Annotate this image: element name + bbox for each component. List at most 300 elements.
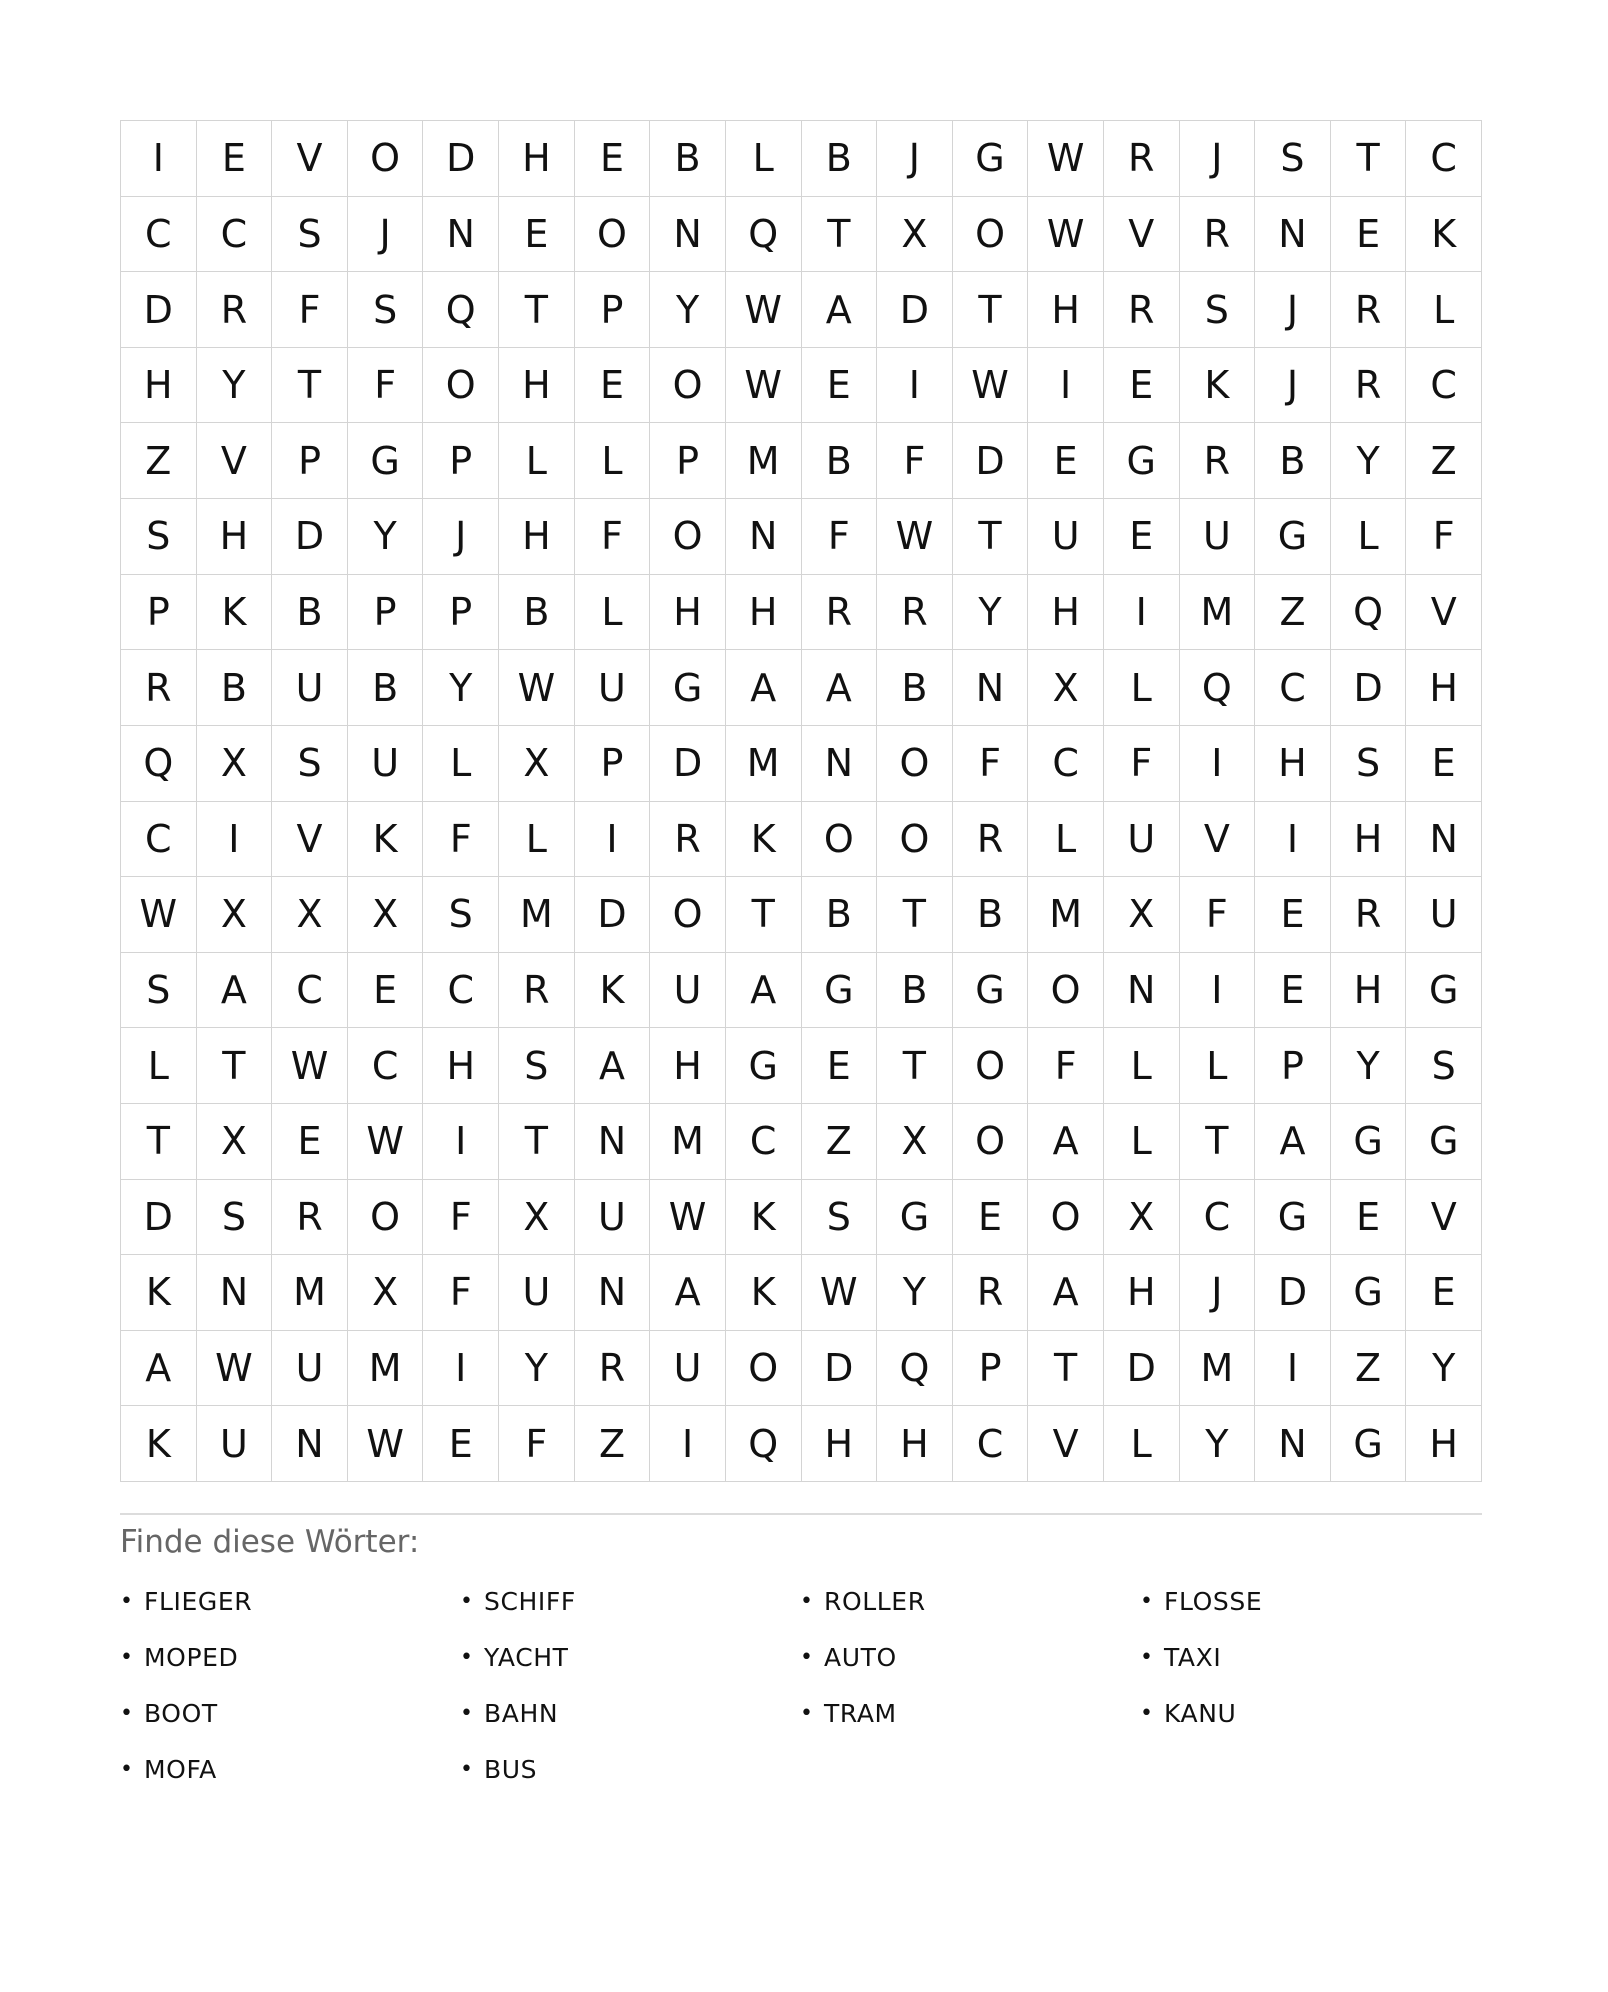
grid-cell[interactable]: R xyxy=(953,802,1029,878)
grid-cell[interactable]: V xyxy=(1180,802,1256,878)
grid-cell[interactable]: P xyxy=(423,423,499,499)
grid-cell[interactable]: F xyxy=(575,499,651,575)
grid-cell[interactable]: K xyxy=(197,575,273,651)
grid-cell[interactable]: M xyxy=(1028,877,1104,953)
grid-cell[interactable]: L xyxy=(423,726,499,802)
grid-cell[interactable]: M xyxy=(499,877,575,953)
grid-cell[interactable]: L xyxy=(499,423,575,499)
grid-cell[interactable]: S xyxy=(121,953,197,1029)
grid-cell[interactable]: C xyxy=(121,197,197,273)
grid-cell[interactable]: P xyxy=(272,423,348,499)
grid-cell[interactable]: N xyxy=(1104,953,1180,1029)
grid-cell[interactable]: T xyxy=(877,1028,953,1104)
grid-cell[interactable]: G xyxy=(877,1180,953,1256)
grid-cell[interactable]: R xyxy=(877,575,953,651)
grid-cell[interactable]: O xyxy=(575,197,651,273)
grid-cell[interactable]: F xyxy=(877,423,953,499)
grid-cell[interactable]: S xyxy=(1331,726,1407,802)
grid-cell[interactable]: V xyxy=(1406,575,1482,651)
grid-cell[interactable]: N xyxy=(575,1104,651,1180)
grid-cell[interactable]: V xyxy=(272,802,348,878)
grid-cell[interactable]: I xyxy=(575,802,651,878)
grid-cell[interactable]: Q xyxy=(1331,575,1407,651)
grid-cell[interactable]: R xyxy=(1331,272,1407,348)
grid-cell[interactable]: V xyxy=(197,423,273,499)
grid-cell[interactable]: O xyxy=(348,1180,424,1256)
grid-cell[interactable]: T xyxy=(499,272,575,348)
grid-cell[interactable]: L xyxy=(1331,499,1407,575)
grid-cell[interactable]: C xyxy=(1406,348,1482,424)
grid-cell[interactable]: Q xyxy=(726,1406,802,1482)
grid-cell[interactable]: U xyxy=(1028,499,1104,575)
grid-cell[interactable]: D xyxy=(121,1180,197,1256)
grid-cell[interactable]: N xyxy=(423,197,499,273)
grid-cell[interactable]: G xyxy=(1406,953,1482,1029)
grid-cell[interactable]: C xyxy=(121,802,197,878)
grid-cell[interactable]: K xyxy=(348,802,424,878)
grid-cell[interactable]: L xyxy=(1104,1104,1180,1180)
grid-cell[interactable]: O xyxy=(348,121,424,197)
grid-cell[interactable]: K xyxy=(1180,348,1256,424)
grid-cell[interactable]: F xyxy=(1104,726,1180,802)
grid-cell[interactable]: J xyxy=(1255,348,1331,424)
grid-cell[interactable]: X xyxy=(1028,650,1104,726)
grid-cell[interactable]: W xyxy=(726,272,802,348)
grid-cell[interactable]: G xyxy=(953,953,1029,1029)
grid-cell[interactable]: W xyxy=(726,348,802,424)
grid-cell[interactable]: R xyxy=(1331,348,1407,424)
grid-cell[interactable]: H xyxy=(1028,575,1104,651)
grid-cell[interactable]: B xyxy=(802,121,878,197)
grid-cell[interactable]: E xyxy=(953,1180,1029,1256)
grid-cell[interactable]: A xyxy=(650,1255,726,1331)
grid-cell[interactable]: L xyxy=(1406,272,1482,348)
grid-cell[interactable]: O xyxy=(650,348,726,424)
grid-cell[interactable]: K xyxy=(726,1255,802,1331)
grid-cell[interactable]: M xyxy=(726,726,802,802)
grid-cell[interactable]: U xyxy=(499,1255,575,1331)
grid-cell[interactable]: H xyxy=(1104,1255,1180,1331)
grid-cell[interactable]: Y xyxy=(877,1255,953,1331)
grid-cell[interactable]: M xyxy=(1180,1331,1256,1407)
grid-cell[interactable]: G xyxy=(1255,499,1331,575)
grid-cell[interactable]: A xyxy=(1028,1255,1104,1331)
grid-cell[interactable]: K xyxy=(121,1255,197,1331)
grid-cell[interactable]: W xyxy=(650,1180,726,1256)
grid-cell[interactable]: N xyxy=(575,1255,651,1331)
grid-cell[interactable]: P xyxy=(650,423,726,499)
grid-cell[interactable]: P xyxy=(575,726,651,802)
grid-cell[interactable]: D xyxy=(1255,1255,1331,1331)
grid-cell[interactable]: I xyxy=(423,1331,499,1407)
grid-cell[interactable]: M xyxy=(1180,575,1256,651)
grid-cell[interactable]: U xyxy=(197,1406,273,1482)
grid-cell[interactable]: I xyxy=(877,348,953,424)
grid-cell[interactable]: J xyxy=(877,121,953,197)
grid-cell[interactable]: D xyxy=(272,499,348,575)
grid-cell[interactable]: H xyxy=(1331,802,1407,878)
grid-cell[interactable]: P xyxy=(953,1331,1029,1407)
grid-cell[interactable]: B xyxy=(348,650,424,726)
grid-cell[interactable]: Y xyxy=(1180,1406,1256,1482)
grid-cell[interactable]: E xyxy=(802,1028,878,1104)
grid-cell[interactable]: Y xyxy=(1406,1331,1482,1407)
grid-cell[interactable]: N xyxy=(802,726,878,802)
grid-cell[interactable]: N xyxy=(953,650,1029,726)
grid-cell[interactable]: X xyxy=(1104,877,1180,953)
grid-cell[interactable]: U xyxy=(575,1180,651,1256)
grid-cell[interactable]: P xyxy=(1255,1028,1331,1104)
grid-cell[interactable]: V xyxy=(272,121,348,197)
grid-cell[interactable]: H xyxy=(1406,650,1482,726)
grid-cell[interactable]: C xyxy=(197,197,273,273)
grid-cell[interactable]: X xyxy=(1104,1180,1180,1256)
grid-cell[interactable]: F xyxy=(423,1180,499,1256)
grid-cell[interactable]: S xyxy=(1180,272,1256,348)
grid-cell[interactable]: Z xyxy=(1255,575,1331,651)
grid-cell[interactable]: X xyxy=(197,877,273,953)
grid-cell[interactable]: N xyxy=(1406,802,1482,878)
grid-cell[interactable]: Y xyxy=(197,348,273,424)
grid-cell[interactable]: D xyxy=(1331,650,1407,726)
grid-cell[interactable]: K xyxy=(726,1180,802,1256)
grid-cell[interactable]: X xyxy=(877,197,953,273)
grid-cell[interactable]: E xyxy=(1255,877,1331,953)
grid-cell[interactable]: T xyxy=(802,197,878,273)
grid-cell[interactable]: S xyxy=(1406,1028,1482,1104)
grid-cell[interactable]: D xyxy=(650,726,726,802)
grid-cell[interactable]: A xyxy=(1255,1104,1331,1180)
grid-cell[interactable]: B xyxy=(802,877,878,953)
grid-cell[interactable]: W xyxy=(272,1028,348,1104)
grid-cell[interactable]: O xyxy=(650,499,726,575)
grid-cell[interactable]: H xyxy=(877,1406,953,1482)
grid-cell[interactable]: I xyxy=(1255,802,1331,878)
grid-cell[interactable]: O xyxy=(423,348,499,424)
grid-cell[interactable]: H xyxy=(1028,272,1104,348)
grid-cell[interactable]: B xyxy=(499,575,575,651)
grid-cell[interactable]: J xyxy=(1180,121,1256,197)
grid-cell[interactable]: V xyxy=(1104,197,1180,273)
grid-cell[interactable]: H xyxy=(499,348,575,424)
grid-cell[interactable]: L xyxy=(1104,650,1180,726)
grid-cell[interactable]: A xyxy=(802,650,878,726)
grid-cell[interactable]: T xyxy=(1180,1104,1256,1180)
grid-cell[interactable]: Y xyxy=(953,575,1029,651)
grid-cell[interactable]: F xyxy=(272,272,348,348)
grid-cell[interactable]: L xyxy=(575,575,651,651)
grid-cell[interactable]: R xyxy=(650,802,726,878)
grid-cell[interactable]: N xyxy=(726,499,802,575)
grid-cell[interactable]: D xyxy=(423,121,499,197)
grid-cell[interactable]: W xyxy=(953,348,1029,424)
grid-cell[interactable]: I xyxy=(1255,1331,1331,1407)
grid-cell[interactable]: D xyxy=(121,272,197,348)
grid-cell[interactable]: U xyxy=(272,650,348,726)
grid-cell[interactable]: X xyxy=(499,726,575,802)
grid-cell[interactable]: T xyxy=(877,877,953,953)
grid-cell[interactable]: E xyxy=(1406,726,1482,802)
grid-cell[interactable]: U xyxy=(272,1331,348,1407)
grid-cell[interactable]: L xyxy=(1180,1028,1256,1104)
grid-cell[interactable]: Z xyxy=(802,1104,878,1180)
grid-cell[interactable]: T xyxy=(1028,1331,1104,1407)
grid-cell[interactable]: T xyxy=(726,877,802,953)
grid-cell[interactable]: T xyxy=(121,1104,197,1180)
grid-cell[interactable]: O xyxy=(802,802,878,878)
grid-cell[interactable]: S xyxy=(802,1180,878,1256)
grid-cell[interactable]: Q xyxy=(726,197,802,273)
grid-cell[interactable]: A xyxy=(726,650,802,726)
grid-cell[interactable]: E xyxy=(1406,1255,1482,1331)
grid-cell[interactable]: S xyxy=(423,877,499,953)
grid-cell[interactable]: Z xyxy=(575,1406,651,1482)
grid-cell[interactable]: U xyxy=(1406,877,1482,953)
grid-cell[interactable]: H xyxy=(499,499,575,575)
grid-cell[interactable]: H xyxy=(499,121,575,197)
grid-cell[interactable]: E xyxy=(1331,1180,1407,1256)
grid-cell[interactable]: Z xyxy=(1406,423,1482,499)
grid-cell[interactable]: F xyxy=(423,1255,499,1331)
grid-cell[interactable]: Y xyxy=(499,1331,575,1407)
grid-cell[interactable]: W xyxy=(877,499,953,575)
grid-cell[interactable]: Y xyxy=(1331,1028,1407,1104)
grid-cell[interactable]: D xyxy=(575,877,651,953)
grid-cell[interactable]: F xyxy=(802,499,878,575)
grid-cell[interactable]: Y xyxy=(348,499,424,575)
grid-cell[interactable]: G xyxy=(1331,1255,1407,1331)
grid-cell[interactable]: Q xyxy=(423,272,499,348)
grid-cell[interactable]: Y xyxy=(423,650,499,726)
grid-cell[interactable]: N xyxy=(1255,1406,1331,1482)
grid-cell[interactable]: U xyxy=(1180,499,1256,575)
grid-cell[interactable]: V xyxy=(1406,1180,1482,1256)
grid-cell[interactable]: X xyxy=(197,726,273,802)
grid-cell[interactable]: I xyxy=(1104,575,1180,651)
grid-cell[interactable]: F xyxy=(423,802,499,878)
grid-cell[interactable]: R xyxy=(1331,877,1407,953)
grid-cell[interactable]: G xyxy=(1406,1104,1482,1180)
grid-cell[interactable]: L xyxy=(575,423,651,499)
grid-cell[interactable]: O xyxy=(953,1104,1029,1180)
grid-cell[interactable]: J xyxy=(1180,1255,1256,1331)
grid-cell[interactable]: C xyxy=(1255,650,1331,726)
grid-cell[interactable]: T xyxy=(953,499,1029,575)
grid-cell[interactable]: P xyxy=(348,575,424,651)
grid-cell[interactable]: T xyxy=(499,1104,575,1180)
grid-cell[interactable]: L xyxy=(726,121,802,197)
grid-cell[interactable]: L xyxy=(1104,1028,1180,1104)
grid-cell[interactable]: S xyxy=(121,499,197,575)
grid-cell[interactable]: L xyxy=(121,1028,197,1104)
grid-cell[interactable]: E xyxy=(272,1104,348,1180)
grid-cell[interactable]: B xyxy=(197,650,273,726)
grid-cell[interactable]: R xyxy=(197,272,273,348)
grid-cell[interactable]: G xyxy=(650,650,726,726)
grid-cell[interactable]: G xyxy=(802,953,878,1029)
grid-cell[interactable]: O xyxy=(953,197,1029,273)
grid-cell[interactable]: O xyxy=(650,877,726,953)
grid-cell[interactable]: A xyxy=(121,1331,197,1407)
grid-cell[interactable]: R xyxy=(272,1180,348,1256)
grid-cell[interactable]: C xyxy=(1406,121,1482,197)
grid-cell[interactable]: E xyxy=(348,953,424,1029)
grid-cell[interactable]: B xyxy=(802,423,878,499)
grid-cell[interactable]: E xyxy=(1255,953,1331,1029)
grid-cell[interactable]: F xyxy=(1028,1028,1104,1104)
grid-cell[interactable]: C xyxy=(726,1104,802,1180)
grid-cell[interactable]: G xyxy=(1104,423,1180,499)
grid-cell[interactable]: W xyxy=(348,1406,424,1482)
grid-cell[interactable]: K xyxy=(726,802,802,878)
grid-cell[interactable]: E xyxy=(575,348,651,424)
grid-cell[interactable]: P xyxy=(575,272,651,348)
grid-cell[interactable]: X xyxy=(197,1104,273,1180)
grid-cell[interactable]: L xyxy=(499,802,575,878)
grid-cell[interactable]: H xyxy=(423,1028,499,1104)
grid-cell[interactable]: B xyxy=(650,121,726,197)
grid-cell[interactable]: M xyxy=(726,423,802,499)
grid-cell[interactable]: R xyxy=(1180,423,1256,499)
grid-cell[interactable]: S xyxy=(348,272,424,348)
grid-cell[interactable]: E xyxy=(1104,499,1180,575)
grid-cell[interactable]: V xyxy=(1028,1406,1104,1482)
grid-cell[interactable]: H xyxy=(650,1028,726,1104)
grid-cell[interactable]: Y xyxy=(650,272,726,348)
grid-cell[interactable]: R xyxy=(802,575,878,651)
grid-cell[interactable]: G xyxy=(348,423,424,499)
grid-cell[interactable]: N xyxy=(650,197,726,273)
grid-cell[interactable]: H xyxy=(802,1406,878,1482)
grid-cell[interactable]: G xyxy=(1255,1180,1331,1256)
grid-cell[interactable]: I xyxy=(1180,726,1256,802)
grid-cell[interactable]: U xyxy=(650,1331,726,1407)
grid-cell[interactable]: K xyxy=(575,953,651,1029)
grid-cell[interactable]: F xyxy=(348,348,424,424)
grid-cell[interactable]: L xyxy=(1104,1406,1180,1482)
grid-cell[interactable]: O xyxy=(1028,953,1104,1029)
grid-cell[interactable]: N xyxy=(197,1255,273,1331)
grid-cell[interactable]: X xyxy=(272,877,348,953)
grid-cell[interactable]: G xyxy=(1331,1406,1407,1482)
grid-cell[interactable]: E xyxy=(1028,423,1104,499)
grid-cell[interactable]: L xyxy=(1028,802,1104,878)
grid-cell[interactable]: B xyxy=(877,650,953,726)
grid-cell[interactable]: I xyxy=(1028,348,1104,424)
grid-cell[interactable]: J xyxy=(348,197,424,273)
grid-cell[interactable]: I xyxy=(423,1104,499,1180)
grid-cell[interactable]: R xyxy=(121,650,197,726)
grid-cell[interactable]: J xyxy=(423,499,499,575)
grid-cell[interactable]: X xyxy=(348,877,424,953)
grid-cell[interactable]: C xyxy=(1180,1180,1256,1256)
grid-cell[interactable]: R xyxy=(953,1255,1029,1331)
grid-cell[interactable]: X xyxy=(348,1255,424,1331)
grid-cell[interactable]: S xyxy=(1255,121,1331,197)
grid-cell[interactable]: D xyxy=(953,423,1029,499)
grid-cell[interactable]: A xyxy=(726,953,802,1029)
grid-cell[interactable]: D xyxy=(877,272,953,348)
grid-cell[interactable]: W xyxy=(1028,197,1104,273)
grid-cell[interactable]: F xyxy=(1406,499,1482,575)
grid-cell[interactable]: O xyxy=(877,802,953,878)
grid-cell[interactable]: T xyxy=(197,1028,273,1104)
grid-cell[interactable]: F xyxy=(1180,877,1256,953)
grid-cell[interactable]: W xyxy=(499,650,575,726)
grid-cell[interactable]: O xyxy=(877,726,953,802)
grid-cell[interactable]: X xyxy=(877,1104,953,1180)
grid-cell[interactable]: C xyxy=(1028,726,1104,802)
grid-cell[interactable]: E xyxy=(423,1406,499,1482)
grid-cell[interactable]: I xyxy=(650,1406,726,1482)
grid-cell[interactable]: S xyxy=(272,197,348,273)
grid-cell[interactable]: O xyxy=(726,1331,802,1407)
grid-cell[interactable]: W xyxy=(1028,121,1104,197)
grid-cell[interactable]: E xyxy=(499,197,575,273)
grid-cell[interactable]: G xyxy=(953,121,1029,197)
grid-cell[interactable]: D xyxy=(802,1331,878,1407)
grid-cell[interactable]: W xyxy=(121,877,197,953)
grid-cell[interactable]: B xyxy=(1255,423,1331,499)
grid-cell[interactable]: N xyxy=(1255,197,1331,273)
grid-cell[interactable]: W xyxy=(802,1255,878,1331)
grid-cell[interactable]: C xyxy=(423,953,499,1029)
grid-cell[interactable]: W xyxy=(348,1104,424,1180)
grid-cell[interactable]: I xyxy=(121,121,197,197)
grid-cell[interactable]: E xyxy=(1331,197,1407,273)
grid-cell[interactable]: R xyxy=(1104,121,1180,197)
grid-cell[interactable]: H xyxy=(1406,1406,1482,1482)
grid-cell[interactable]: S xyxy=(272,726,348,802)
grid-cell[interactable]: T xyxy=(272,348,348,424)
grid-cell[interactable]: R xyxy=(1104,272,1180,348)
grid-cell[interactable]: A xyxy=(802,272,878,348)
grid-cell[interactable]: Z xyxy=(1331,1331,1407,1407)
grid-cell[interactable]: F xyxy=(953,726,1029,802)
grid-cell[interactable]: X xyxy=(499,1180,575,1256)
grid-cell[interactable]: U xyxy=(1104,802,1180,878)
grid-cell[interactable]: P xyxy=(121,575,197,651)
grid-cell[interactable]: U xyxy=(575,650,651,726)
grid-cell[interactable]: Q xyxy=(1180,650,1256,726)
grid-cell[interactable]: C xyxy=(272,953,348,1029)
grid-cell[interactable]: H xyxy=(650,575,726,651)
grid-cell[interactable]: I xyxy=(197,802,273,878)
grid-cell[interactable]: N xyxy=(272,1406,348,1482)
grid-cell[interactable]: K xyxy=(1406,197,1482,273)
grid-cell[interactable]: P xyxy=(423,575,499,651)
grid-cell[interactable]: B xyxy=(272,575,348,651)
grid-cell[interactable]: U xyxy=(650,953,726,1029)
grid-cell[interactable]: T xyxy=(1331,121,1407,197)
grid-cell[interactable]: A xyxy=(575,1028,651,1104)
grid-cell[interactable]: E xyxy=(575,121,651,197)
grid-cell[interactable]: G xyxy=(726,1028,802,1104)
grid-cell[interactable]: A xyxy=(1028,1104,1104,1180)
grid-cell[interactable]: T xyxy=(953,272,1029,348)
grid-cell[interactable]: C xyxy=(953,1406,1029,1482)
grid-cell[interactable]: F xyxy=(499,1406,575,1482)
grid-cell[interactable]: M xyxy=(650,1104,726,1180)
grid-cell[interactable]: Z xyxy=(121,423,197,499)
grid-cell[interactable]: H xyxy=(1331,953,1407,1029)
grid-cell[interactable]: W xyxy=(197,1331,273,1407)
grid-cell[interactable]: S xyxy=(197,1180,273,1256)
grid-cell[interactable]: Q xyxy=(121,726,197,802)
grid-cell[interactable]: A xyxy=(197,953,273,1029)
grid-cell[interactable]: H xyxy=(1255,726,1331,802)
grid-cell[interactable]: R xyxy=(575,1331,651,1407)
